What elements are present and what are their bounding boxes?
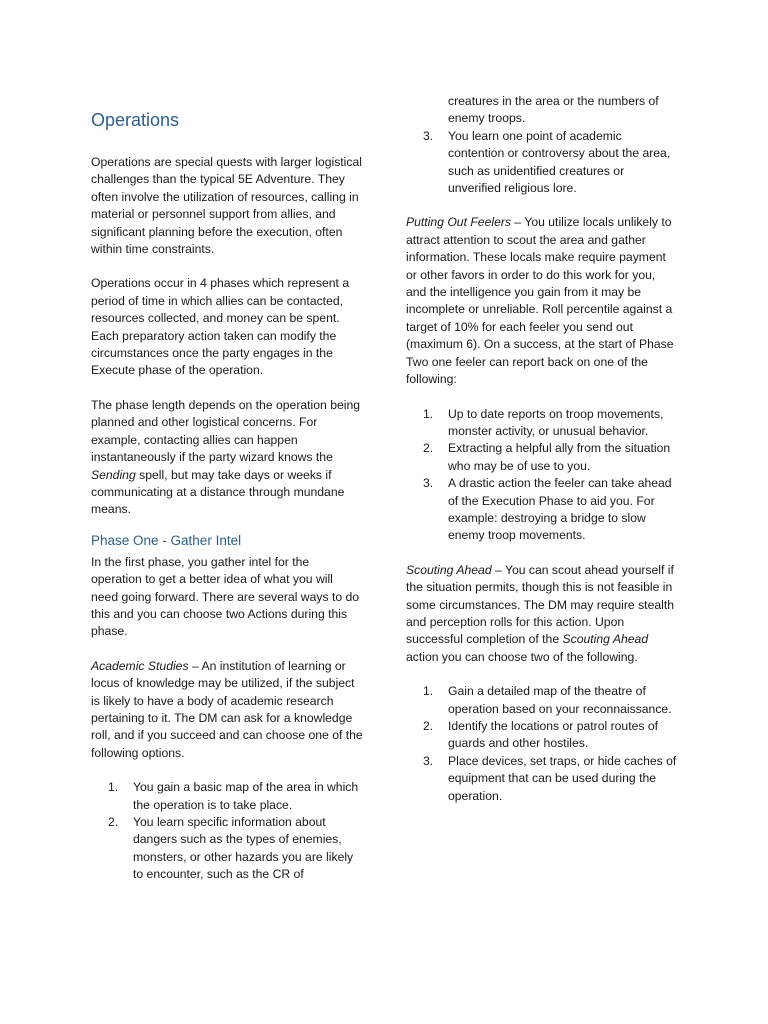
phase-one-heading: Phase One - Gather Intel [91,532,242,548]
sending-term: Sending [91,467,136,482]
list-item: 3. A drastic action the feeler can take ahead of the Execution Phase to aid you. For example: destroying a bridge to slow enemy troop movements. [423,476,672,543]
scouting-paragraph: Scouting Ahead – You can scout ahead yourself if the situation permits, though this is not feasible in some circumstances. The DM may require stealth and perception rolls for this action. Upon successful completion of the Scouting Ahead action you can choose two of the following. [406,562,674,664]
scouting-options-list [406,683,678,805]
phase-two-term: Phase Two [406,337,674,369]
academic-studies-paragraph: Academic Studies – An institution of learning or locus of knowledge may be utilized, if the subject is likely to have a body of academic research pertaining to it. The DM can ask for a knowledge roll, and if you succeed and can choose one of the following options. [91,658,363,760]
left-column [91,154,363,884]
list-item: 1. Up to date reports on troop movements, monster activity, or unusual behavior. [423,406,664,438]
academic-options-continued [406,93,678,197]
feelers-options-list [406,406,678,545]
execute-term: Execute [91,363,136,378]
page-title: Operations [91,110,180,130]
list-item: 3. You learn one point of academic contention or controversy about the area, such as unidentified creatures or unverified religious lore. [423,128,671,196]
list-item: 2. You learn specific information about dangers such as the types of enemies, monsters, or other hazards you are likely to encounter, such as the CR of [108,815,354,882]
scouting-term: Scouting Ahead [562,632,649,647]
phases-paragraph: Operations occur in 4 phases which represent a period of time in which allies can be contacted, resources collected, and money can be spent. Each preparatory action taken can modify the circumstances once the party engages in the Execute phase of the operation. [91,276,350,378]
academic-studies-label: Academic Studies [91,658,189,673]
list-item: 2. Identify the locations or patrol routes of guards and other hostiles. [423,719,659,751]
feelers-label: Putting Out Feelers [406,215,511,230]
list-item: creatures in the area or the numbers of enemy troops. [448,94,659,126]
phase-one-paragraph: In the first phase, you gather intel for the operation to get a better idea of what you will need going forward. There are several ways to do this and you can choose two Actions during this phase. [91,554,360,639]
list-item: 2. Extracting a helpful ally from the situation who may be of use to you. [423,441,671,473]
list-item: 3. Place devices, set traps, or hide caches of equipment that can be used during the operation. [423,753,677,803]
scouting-label: Scouting Ahead [406,562,492,577]
list-item: 1. Gain a detailed map of the theatre of operation based on your reconnaissance. [423,684,672,716]
intro-paragraph: Operations are special quests with larger logistical challenges than the typical 5E Adventure. They often involve the utilization of resources, calling in material or personnel support from allies, and significant planning before the execution, often within time constraints. [91,155,362,257]
phase-length-paragraph: The phase length depends on the operation being planned and other logistical concerns. For example, contacting allies can happen instantaneously if the party wizard knows the Sending spell, but may take days or weeks if communicating at a distance through mundane means. [91,397,361,517]
academic-options-list [91,779,363,883]
list-item: 1. You gain a basic map of the area in which the operation is to take place. [108,780,359,812]
feelers-paragraph: Putting Out Feelers – You utilize locals unlikely to attract attention to scout the area and gather information. These locals make require payment or other favors in order to do this work for you, and the intelligence you gain from it may be incomplete or unreliable. Roll percentile against a target of 10% for each feeler you send out (maximum 6). On a success, at the start of Phase Two one feeler can report back on one of the following: [406,215,674,387]
right-column [406,93,678,805]
